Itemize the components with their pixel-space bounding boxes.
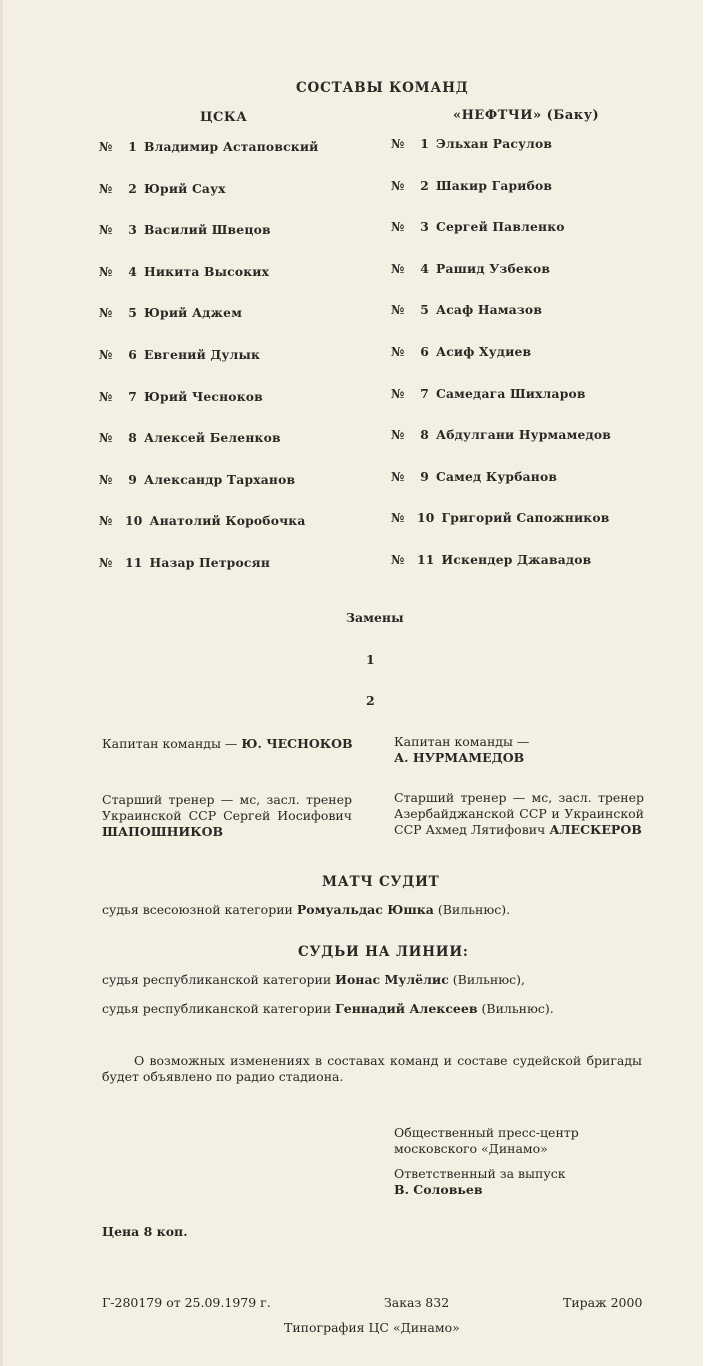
player-name: Анатолий Коробочка <box>149 513 306 529</box>
player-number: 1 <box>128 139 137 154</box>
player-no-sign: № <box>99 388 113 404</box>
referee-name: Ромуальдас Юшка <box>296 902 434 917</box>
player-number: 8 <box>420 427 429 443</box>
player-row <box>391 510 610 525</box>
player-row <box>99 430 281 445</box>
player-no-sign: № <box>391 177 405 193</box>
linesman-1-pre: судья республиканской категории <box>102 972 336 987</box>
player-row <box>391 219 565 234</box>
player-name: Самед Курбанов <box>436 468 558 484</box>
player-no-sign: № <box>99 222 113 238</box>
credits-org-line-2: московского «Динамо» <box>394 1141 548 1156</box>
linesmen-heading: СУДЬИ НА ЛИНИИ: <box>298 944 469 960</box>
player-name: Юрий Чесноков <box>144 388 263 404</box>
linesman-1-name: Ионас Мулёлис <box>335 972 449 987</box>
player-number: 3 <box>420 219 429 235</box>
notice-paragraph: О возможных изменениях в составах команд и составе судейской бригады будет объявлено по радио стадиона. <box>102 1053 642 1084</box>
player-number: 7 <box>128 388 137 404</box>
player-no-sign: № <box>99 139 113 154</box>
player-name: Абдулгани Нурмамедов <box>436 427 612 443</box>
player-name: Эльхан Расулов <box>436 136 553 151</box>
player-no-sign: № <box>391 302 405 318</box>
player-no-sign: № <box>99 430 113 446</box>
player-row <box>391 552 591 567</box>
player-number: 4 <box>420 260 429 276</box>
player-number: 2 <box>128 180 137 196</box>
player-name: Юрий Аджем <box>144 305 243 321</box>
player-no-sign: № <box>99 555 113 570</box>
player-row <box>391 427 611 442</box>
player-no-sign: № <box>99 347 113 362</box>
player-row <box>99 513 306 528</box>
player-number: 9 <box>128 471 137 487</box>
player-row <box>391 261 550 276</box>
player-row <box>391 178 552 193</box>
player-name: Рашид Узбеков <box>436 260 551 276</box>
player-row <box>99 222 271 237</box>
player-row <box>99 181 226 196</box>
linesman-2-pre: судья республиканской категории <box>102 1001 336 1016</box>
player-number: 5 <box>420 302 429 318</box>
player-name: Никита Высоких <box>144 263 270 279</box>
linesman-2-name: Геннадий Алексеев <box>335 1001 478 1016</box>
subs-label: Замены <box>346 610 404 625</box>
player-no-sign: № <box>99 305 113 321</box>
player-name: Назар Петросян <box>149 555 271 570</box>
player-name: Алексей Беленков <box>144 430 281 446</box>
player-no-sign: № <box>99 180 113 196</box>
page-edge-right <box>703 0 711 1366</box>
player-no-sign: № <box>99 471 113 487</box>
player-number: 6 <box>420 344 429 359</box>
player-name: Искендер Джавадов <box>441 552 592 567</box>
captain-left-label: Капитан команды — <box>102 736 242 751</box>
player-row <box>391 344 531 359</box>
player-number: 10 <box>417 510 435 526</box>
coach-right-name: АЛЕСКЕРОВ <box>549 822 642 837</box>
player-row <box>99 555 270 570</box>
player-no-sign: № <box>99 513 113 529</box>
referee-heading: МАТЧ СУДИТ <box>322 874 440 890</box>
referee-pre: судья всесоюзной категории <box>102 902 297 917</box>
player-number: 6 <box>128 347 137 362</box>
player-number: 11 <box>125 555 143 570</box>
player-row <box>391 302 542 317</box>
player-name: Василий Швецов <box>144 222 271 238</box>
team-right-name: «НЕФТЧИ» (Баку) <box>453 108 600 123</box>
player-name: Асиф Худиев <box>436 344 532 359</box>
player-no-sign: № <box>391 427 405 443</box>
coach-left-text: Старший тренер — мс, засл. тренер Украинской ССР Сергей Иосифович <box>102 792 352 823</box>
player-number: 9 <box>420 468 429 484</box>
coach-left <box>102 792 352 840</box>
player-row <box>391 386 586 401</box>
player-no-sign: № <box>391 219 405 235</box>
referee-post: (Вильнюс). <box>433 902 511 917</box>
referee-line <box>102 902 510 917</box>
player-row <box>391 469 557 484</box>
linesman-line-1 <box>102 972 525 987</box>
player-row <box>99 347 260 362</box>
player-no-sign: № <box>391 552 405 567</box>
coach-left-name: ШАПОШНИКОВ <box>102 824 224 839</box>
player-name: Владимир Астаповский <box>144 139 319 154</box>
player-number: 7 <box>420 385 429 401</box>
player-name: Юрий Саух <box>144 180 226 196</box>
player-no-sign: № <box>391 468 405 484</box>
linesman-1-post: (Вильнюс), <box>448 972 525 987</box>
player-number: 5 <box>128 305 137 321</box>
linesman-2-post: (Вильнюс). <box>477 1001 554 1016</box>
imprint-run: Тираж 2000 <box>563 1295 643 1310</box>
player-name: Сергей Павленко <box>436 219 565 235</box>
player-row <box>99 305 242 320</box>
player-no-sign: № <box>391 344 405 359</box>
player-number: 1 <box>420 136 429 151</box>
player-no-sign: № <box>391 260 405 276</box>
player-no-sign: № <box>391 510 405 526</box>
captain-left <box>102 736 353 751</box>
player-name: Григорий Сапожников <box>441 510 610 526</box>
credits-responsible-name: В. Соловьев <box>394 1182 483 1197</box>
team-left-name: ЦСКА <box>200 110 248 125</box>
player-name: Шакир Гарибов <box>436 177 553 193</box>
player-row <box>99 389 263 404</box>
page-edge-left <box>0 0 3 1366</box>
player-number: 8 <box>128 430 137 446</box>
captain-right-label: Капитан команды — <box>394 734 530 749</box>
imprint-printer: Типография ЦС «Динамо» <box>284 1320 460 1335</box>
price: Цена 8 коп. <box>102 1224 188 1239</box>
player-row <box>99 264 269 279</box>
subs-item-2: 2 <box>366 693 375 708</box>
player-name: Асаф Намазов <box>436 302 543 318</box>
subs-item-1: 1 <box>366 652 375 667</box>
captain-left-name: Ю. ЧЕСНОКОВ <box>241 736 353 751</box>
linesman-line-2 <box>102 1001 554 1016</box>
imprint-code: Г-280179 от 25.09.1979 г. <box>102 1295 271 1310</box>
player-number: 11 <box>417 552 435 567</box>
player-no-sign: № <box>391 385 405 401</box>
player-number: 4 <box>128 263 137 279</box>
player-row <box>391 136 552 151</box>
player-row <box>99 472 295 487</box>
coach-right-text: Старший тренер — мс, засл. тренер Азербайджанской ССР и Украинской ССР Ахмед Лятифович <box>394 790 644 837</box>
player-number: 10 <box>125 513 143 529</box>
player-no-sign: № <box>99 263 113 279</box>
credits-org-line-1: Общественный пресс-центр <box>394 1125 579 1140</box>
player-row <box>99 139 318 154</box>
player-name: Евгений Дулык <box>144 347 261 362</box>
player-number: 3 <box>128 222 137 238</box>
captain-right-name: А. НУРМАМЕДОВ <box>394 750 525 765</box>
imprint-order: Заказ 832 <box>384 1295 450 1310</box>
player-number: 2 <box>420 177 429 193</box>
coach-right <box>394 790 644 838</box>
player-name: Самедага Шихларов <box>436 385 586 401</box>
page-title: СОСТАВЫ КОМАНД <box>296 80 469 96</box>
player-name: Александр Тарханов <box>144 471 296 487</box>
credits-responsible-label: Ответственный за выпуск <box>394 1166 566 1181</box>
player-no-sign: № <box>391 136 405 151</box>
